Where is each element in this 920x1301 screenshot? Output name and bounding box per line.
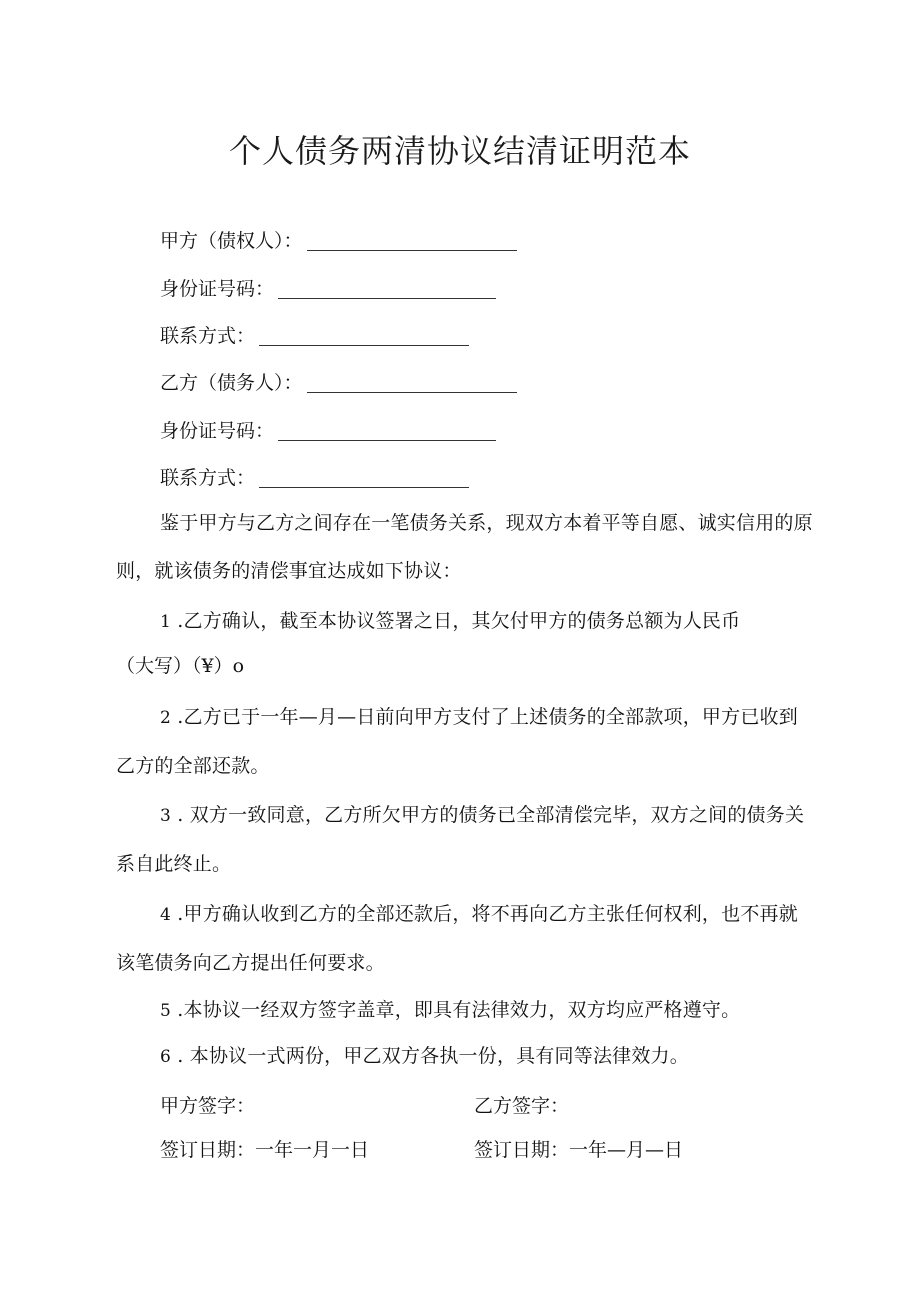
party-b-id-field [160, 417, 496, 445]
clause-5-number: 5 [160, 1001, 172, 1021]
clause-1-continuation [116, 652, 244, 680]
clause-1-number: 1 [160, 612, 172, 632]
clause-2 [116, 693, 816, 790]
party-b-id-label: 身份证号码： [160, 420, 275, 442]
party-b-contact-label: 联系方式： [160, 467, 256, 489]
party-a-creditor-blank[interactable] [307, 230, 517, 251]
party-b-id-blank[interactable] [278, 420, 496, 441]
clause-1-text: .乙方确认，截至本协议签署之日，其欠付甲方的债务总额为人民币 [177, 610, 741, 632]
preamble-paragraph: 鉴于甲方与乙方之间存在一笔债务关系，现双方本着平等自愿、诚实信用的原则，就该债务的清偿事宜达成如下协议： [116, 512, 813, 582]
party-a-creditor-field [160, 227, 517, 255]
party-a-creditor-label: 甲方（债权人）： [160, 230, 303, 252]
clause-2-number: 2 [160, 708, 172, 728]
party-b-debtor-label: 乙方（债务人）： [160, 372, 303, 394]
clause-6-number: 6 [160, 1047, 172, 1067]
clause-6-text: . 本协议一式两份，甲乙双方各执一份，具有同等法律效力。 [177, 1045, 689, 1067]
clause-4 [116, 890, 816, 987]
party-b-contact-blank[interactable] [259, 467, 469, 488]
party-a-contact-label: 联系方式： [160, 325, 256, 347]
clause-5-text: .本协议一经双方签字盖章，即具有法律效力，双方均应严格遵守。 [177, 999, 741, 1021]
party-a-id-field [160, 275, 496, 303]
clause-3-text: . 双方一致同意，乙方所欠甲方的债务已全部清偿完毕，双方之间的债务关系自此终止。 [116, 804, 805, 875]
clause-5 [116, 986, 816, 1035]
party-b-debtor-field [160, 369, 517, 397]
clause-2-text: .乙方已于一年—月—日前向甲方支付了上述债务的全部款项，甲方已收到乙方的全部还款。 [116, 706, 798, 777]
party-a-signature-label: 甲方签字： [160, 1095, 256, 1117]
clause-4-number: 4 [160, 905, 172, 925]
clause-3-number: 3 [160, 806, 172, 826]
party-b-sign-date: 签订日期：一年—月—日 [474, 1139, 684, 1161]
party-a-contact-field [160, 322, 469, 350]
clause-3 [116, 791, 816, 888]
party-b-signature-label: 乙方签字： [474, 1095, 570, 1117]
party-a-id-blank[interactable] [278, 278, 496, 299]
clause-4-text: .甲方确认收到乙方的全部还款后，将不再向乙方主张任何权利，也不再就该笔债务向乙方提出任何要求。 [116, 903, 798, 974]
clause-1-text-amount: （大写）（¥）o [116, 655, 245, 677]
party-b-contact-field [160, 464, 469, 492]
party-a-id-label: 身份证号码： [160, 278, 275, 300]
party-a-contact-blank[interactable] [259, 325, 469, 346]
clause-1 [116, 597, 816, 646]
party-a-sign-date: 签订日期：一年一月一日 [160, 1139, 370, 1161]
party-b-debtor-blank[interactable] [307, 372, 517, 393]
clause-6 [116, 1032, 816, 1081]
document-title: 个人债务两清协议结清证明范本 [228, 132, 691, 170]
